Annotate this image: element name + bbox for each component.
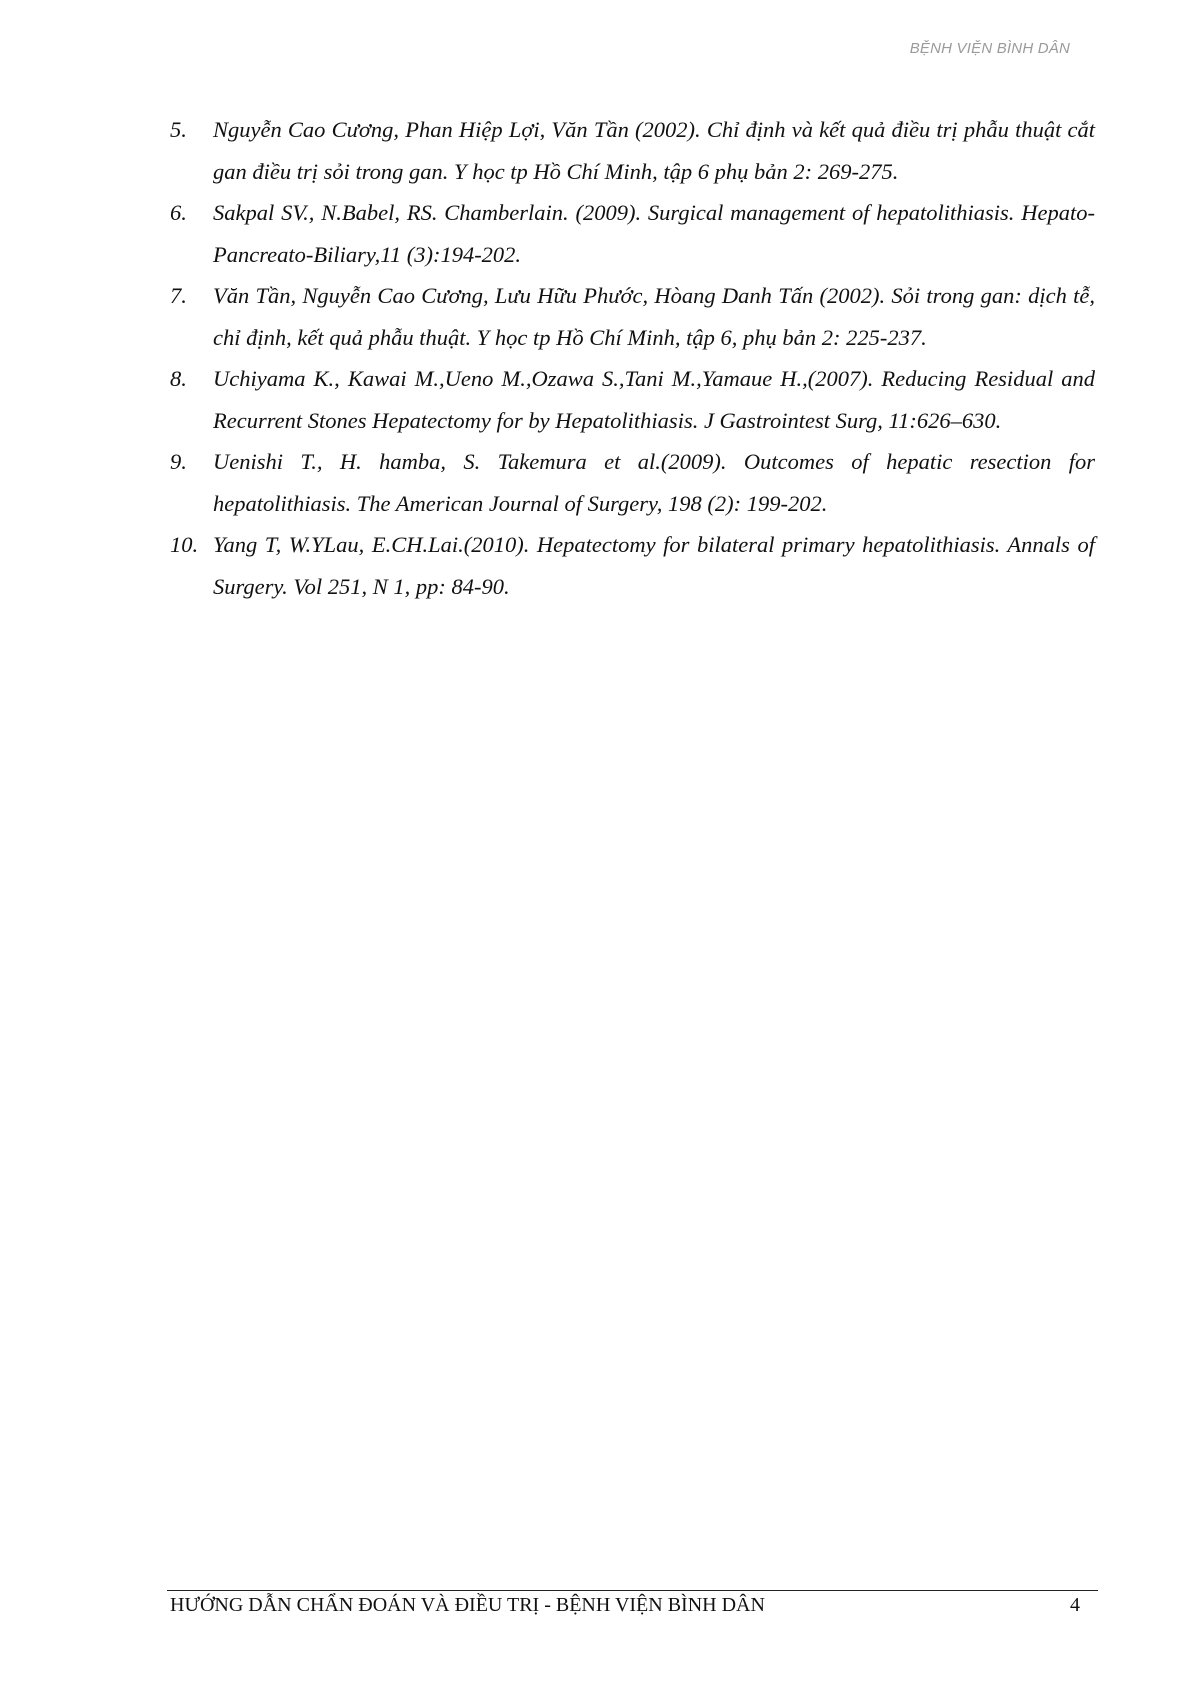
reference-number: 8. — [170, 366, 187, 391]
reference-number: 7. — [170, 283, 187, 308]
reference-list — [170, 109, 1095, 607]
reference-number: 6. — [170, 200, 187, 225]
reference-number: 9. — [170, 449, 187, 474]
page-number: 4 — [1070, 1594, 1080, 1616]
reference-text: Sakpal SV., N.Babel, RS. Chamberlain. (2009). Surgical management of hepatolithiasis. Hepato- Pancreato-Biliary,11 (3):194-202. — [213, 200, 1095, 267]
reference-number: 10. — [170, 532, 199, 557]
reference-item — [170, 441, 1095, 524]
reference-text: Nguyễn Cao Cương, Phan Hiệp Lợi, Văn Tần (2002). Chỉ định và kết quả điều trị phẫu thuật cắt gan điều trị sỏi trong gan. Y học tp Hồ Chí Minh, tập 6 phụ bản 2: 269-275. — [213, 117, 1095, 184]
reference-item — [170, 192, 1095, 275]
reference-text: Yang T, W.YLau, E.CH.Lai.(2010). Hepatectomy for bilateral primary hepatolithiasis. Annals of Surgery. Vol 251, N 1, pp: 84-90. — [213, 532, 1095, 599]
footer-divider — [167, 1590, 1098, 1591]
reference-text: Văn Tần, Nguyễn Cao Cương, Lưu Hữu Phước, Hòang Danh Tấn (2002). Sỏi trong gan: dịch tễ, chỉ định, kết quả phẫu thuật. Y học tp Hồ Chí Minh, tập 6, phụ bản 2: 225-237. — [213, 283, 1095, 350]
reference-item — [170, 358, 1095, 441]
reference-text: Uchiyama K., Kawai M.,Ueno M.,Ozawa S.,Tani M.,Yamaue H.,(2007). Reducing Residual and Recurrent Stones Hepatectomy for by Hepatolithiasis. J Gastrointest Surg, 11:626–630. — [213, 366, 1095, 433]
reference-item — [170, 275, 1095, 358]
reference-item — [170, 109, 1095, 192]
reference-text: Uenishi T., H. hamba, S. Takemura et al.(2009). Outcomes of hepatic resection for hepatolithiasis. The American Journal of Surgery, 198 (2): 199-202. — [213, 449, 1095, 516]
footer-title: HƯỚNG DẪN CHẨN ĐOÁN VÀ ĐIỀU TRỊ - BỆNH VIỆN BÌNH DÂN — [170, 1594, 765, 1616]
running-header: BỆNH VIỆN BÌNH DÂN — [909, 40, 1070, 57]
reference-number: 5. — [170, 117, 187, 142]
reference-item — [170, 524, 1095, 607]
